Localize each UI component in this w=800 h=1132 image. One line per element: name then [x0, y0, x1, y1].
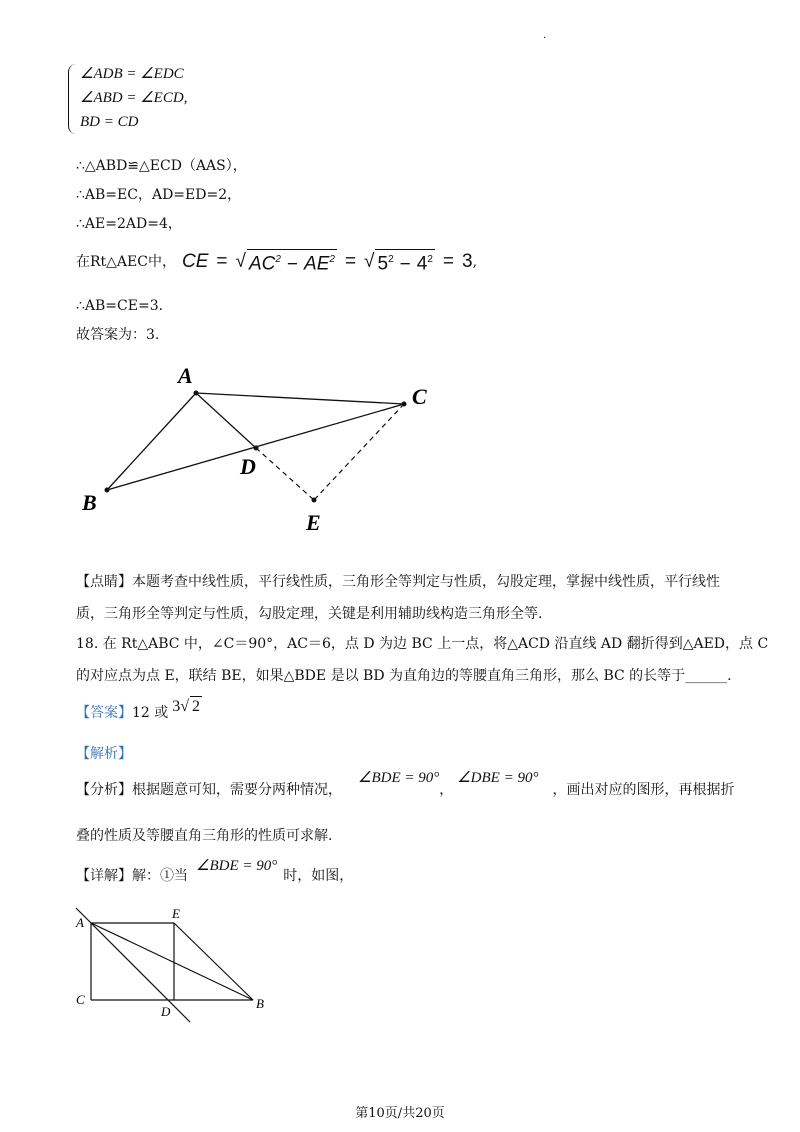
- step-4-prefix: 在Rt△AEC中，: [76, 254, 176, 270]
- system-row-3: BD = CD: [80, 114, 139, 130]
- segment-ab: [107, 393, 196, 490]
- ac-exponent: 2: [275, 254, 281, 266]
- angle-bde-90-detail: ∠BDE = 90°: [196, 858, 278, 874]
- sqrt-sign-1: √: [235, 251, 246, 272]
- step-4: [76, 248, 477, 276]
- ae-symbol: AE: [304, 253, 330, 275]
- detail-text-2: 时，如图，: [283, 868, 354, 884]
- sqrt-sign-2: √: [364, 251, 375, 272]
- ae-exponent: 2: [329, 254, 335, 266]
- point-a: [194, 391, 199, 396]
- comment-line-2: 质，三角形全等判定与性质，勾股定理，关键是利用辅助线构造三角形全等.: [76, 606, 543, 622]
- angle-bde-90: ∠BDE = 90°: [358, 770, 440, 786]
- five-exponent: 2: [388, 254, 394, 266]
- segment-ce-dashed: [314, 404, 404, 500]
- detail-text-1: 解：①当: [132, 868, 188, 884]
- label-c: C: [412, 384, 427, 409]
- step-3: ∴AE=2AD=4，: [76, 216, 182, 232]
- fenxi-line-1: [76, 770, 735, 800]
- label-e: E: [306, 510, 321, 535]
- comment-tag: 【点睛】: [76, 574, 132, 590]
- segment-ab: [91, 923, 253, 1000]
- label-b-2: B: [256, 996, 264, 1011]
- label-d: D: [240, 454, 256, 479]
- label-b: B: [82, 490, 97, 515]
- label-c-2: C: [76, 992, 85, 1007]
- root-argument: 2: [192, 698, 201, 715]
- segment-ac: [196, 393, 404, 404]
- equals-3: =: [442, 251, 454, 272]
- fenxi-separator: ，: [439, 782, 454, 798]
- question-18-line-2: 的对应点为点 E，联结 BE，如果△BDE 是以 BD 为直角边的等腰直角三角形，那么 BC 的长等于______.: [76, 668, 732, 684]
- label-a-2: A: [76, 915, 84, 930]
- answer-text: 12 或: [132, 704, 169, 721]
- sqrt-body-2: [375, 249, 434, 274]
- fenxi-text-1: 根据题意可知，需要分两种情况，: [132, 782, 342, 798]
- geometry-figure-1: [60, 350, 460, 540]
- sqrt-body-1: [247, 249, 337, 274]
- root-coefficient: 3: [172, 697, 181, 715]
- minus-1: −: [286, 253, 299, 275]
- label-a: A: [178, 363, 193, 388]
- answer-tag: 【答案】: [76, 704, 132, 721]
- system-row-2-text: ∠ABD = ∠ECD: [80, 90, 184, 106]
- step-6: 故答案为：3.: [76, 327, 160, 343]
- analysis-tag: 【解析】: [76, 746, 132, 762]
- four-exponent: 2: [427, 254, 433, 266]
- fenxi-line-2: 叠的性质及等腰直角三角形的性质可求解.: [76, 828, 333, 844]
- comment-text-1: 本题考查中线性质，平行线性质，三角形全等判定与性质，勾股定理，掌握中线性质，平行线性: [132, 574, 720, 590]
- step-1: ∴△ABD≌△ECD（AAS），: [76, 158, 247, 174]
- page-footer: 第10页/共20页: [355, 1106, 445, 1121]
- segment-eb: [174, 923, 253, 1000]
- header-dot: .: [543, 30, 547, 41]
- label-e-2: E: [172, 906, 180, 921]
- comment-line-1: [76, 572, 720, 592]
- fenxi-text-2: ，画出对应的图形，再根据折: [552, 782, 735, 798]
- step-4-suffix: ,: [472, 254, 478, 270]
- point-e: [312, 498, 317, 503]
- system-row-2: [76, 86, 187, 110]
- equation-system: [76, 62, 187, 134]
- equals-1: =: [216, 251, 228, 272]
- geometry-figure-2: [70, 900, 280, 1030]
- five-number: 5: [377, 253, 389, 275]
- point-b: [105, 488, 110, 493]
- segment-ad: [196, 393, 256, 448]
- step-2: ∴AB=EC，AD=ED=2，: [76, 187, 242, 203]
- detail-line: [76, 858, 354, 886]
- line-ad-extended: [76, 908, 190, 1022]
- segment-de-dashed: [256, 448, 314, 500]
- equals-2: =: [344, 251, 357, 272]
- result-number: 3: [461, 251, 473, 272]
- ac-symbol: AC: [248, 253, 276, 275]
- four-number: 4: [416, 253, 428, 275]
- fenxi-tag: 【分析】: [76, 782, 132, 798]
- label-d-2: D: [161, 1004, 171, 1019]
- point-d: [254, 446, 259, 451]
- minus-2: −: [399, 253, 411, 275]
- left-brace: [68, 64, 77, 134]
- angle-dbe-90: ∠DBE = 90°: [457, 770, 539, 786]
- system-trailing-comma: ,: [183, 90, 188, 106]
- ce-symbol: CE: [181, 251, 209, 272]
- step-5: ∴AB=CE=3.: [76, 298, 164, 314]
- point-c: [402, 402, 407, 407]
- root-sign: √: [180, 697, 190, 715]
- system-row-1: ∠ADB = ∠EDC: [80, 66, 184, 82]
- detail-tag: 【详解】: [76, 868, 132, 884]
- question-18-line-1: 18. 在 Rt△ABC 中，∠C＝90°，AC＝6，点 D 为边 BC 上一点，将△ACD 沿直线 AD 翻折得到△AED，点 C: [76, 636, 769, 652]
- answer-line: [76, 697, 202, 723]
